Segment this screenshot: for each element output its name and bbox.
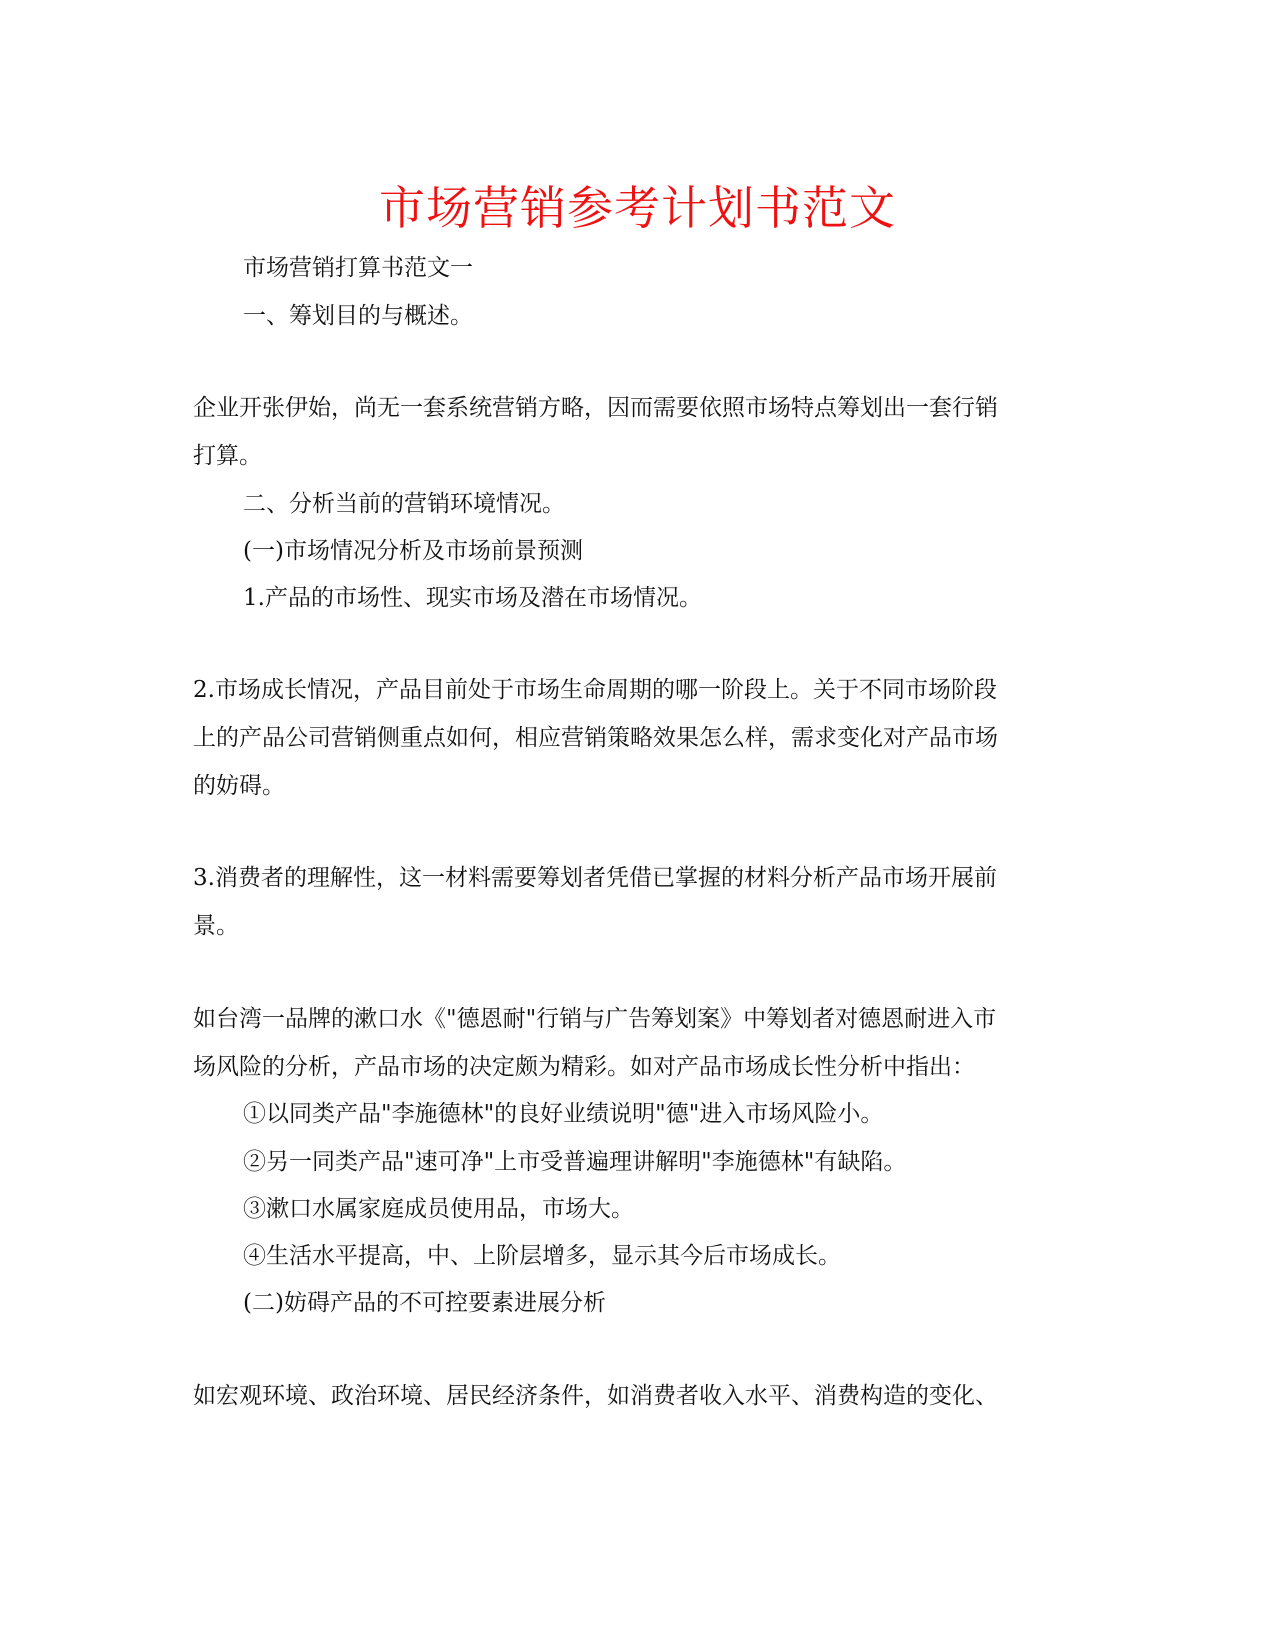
list-item-4: ④生活水平提高，中、上阶层增多，显示其今后市场成长。 xyxy=(243,1243,841,1269)
paragraph-9-line-2: 场风险的分析，产品市场的决定颇为精彩。如对产品市场成长性分析中指出： xyxy=(193,1054,975,1080)
paragraph-4: 二、分析当前的营销环境情况。 xyxy=(243,491,565,517)
list-item-2: ②另一同类产品"速可净"上市受普遍理讲解明"李施德林"有缺陷。 xyxy=(243,1149,907,1175)
paragraph-7-line-3: 的妨碍。 xyxy=(193,773,285,799)
paragraph-11: 如宏观环境、政治环境、居民经济条件，如消费者收入水平、消费构造的变化、 xyxy=(193,1383,998,1409)
list-item-1: ①以同类产品"李施德林"的良好业绩说明"德"进入市场风险小。 xyxy=(243,1101,884,1127)
paragraph-8-line-1: 3.消费者的理解性，这一材料需要筹划者凭借已掌握的材料分析产品市场开展前 xyxy=(193,865,997,891)
paragraph-10: (二)妨碍产品的不可控要素进展分析 xyxy=(243,1290,606,1316)
paragraph-3-line-2: 打算。 xyxy=(193,443,262,469)
list-item-3: ③漱口水属家庭成员使用品，市场大。 xyxy=(243,1196,634,1222)
paragraph-2: 一、筹划目的与概述。 xyxy=(243,303,473,329)
paragraph-9-line-1: 如台湾一品牌的漱口水《"德恩耐"行销与广告筹划案》中筹划者对德恩耐进入市 xyxy=(193,1006,997,1032)
document-title: 市场营销参考计划书范文 xyxy=(379,181,896,235)
paragraph-3-line-1: 企业开张伊始，尚无一套系统营销方略，因而需要依照市场特点筹划出一套行销 xyxy=(193,395,998,421)
paragraph-7-line-1: 2.市场成长情况，产品目前处于市场生命周期的哪一阶段上。关于不同市场阶段 xyxy=(193,677,997,703)
paragraph-7-line-2: 上的产品公司营销侧重点如何，相应营销策略效果怎么样，需求变化对产品市场 xyxy=(193,725,998,751)
paragraph-1: 市场营销打算书范文一 xyxy=(243,255,473,281)
paragraph-8-line-2: 景。 xyxy=(193,913,239,939)
paragraph-5: (一)市场情况分析及市场前景预测 xyxy=(243,538,583,564)
paragraph-6: 1.产品的市场性、现实市场及潜在市场情况。 xyxy=(243,585,702,611)
